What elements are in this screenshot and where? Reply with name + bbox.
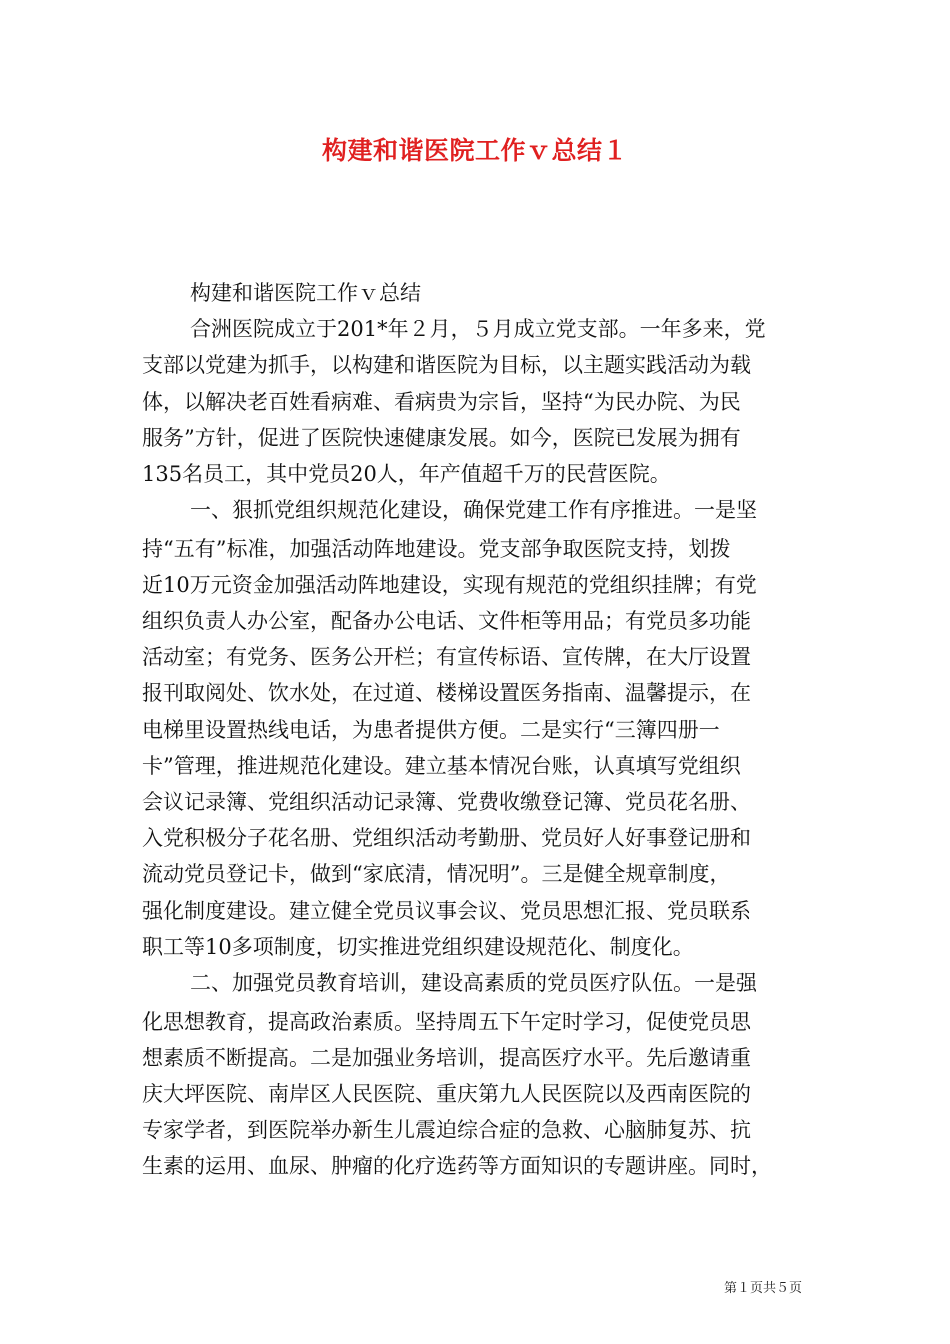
body-line: 活动室；有党务、医务公开栏；有宣传标语、宣传牌，在大厅设置 bbox=[142, 645, 751, 670]
body-line: 组织负责人办公室，配备办公电话、文件柜等用品；有党员多功能 bbox=[142, 609, 751, 634]
body-line: 职工等10多项制度，切实推进党组织建设规范化、制度化。 bbox=[142, 934, 694, 959]
body-line: 入党积极分子花名册、党组织活动考勤册、党员好人好事登记册和 bbox=[142, 826, 751, 851]
body-line: 会议记录簿、党组织活动记录簿、党费收缴登记簿、党员花名册、 bbox=[142, 790, 751, 815]
body-line: 支部以党建为抓手，以构建和谐医院为目标，以主题实践活动为载 bbox=[142, 353, 751, 378]
page-number-footer: 第１页共５页 bbox=[723, 1281, 802, 1296]
body-line: 135名员工，其中党员20人，年产值超千万的民营医院。 bbox=[142, 461, 671, 486]
body-line: 合洲医院成立于201*年２月，５月成立党支部。一年多来，党 bbox=[190, 317, 766, 342]
body-line: 服务”方针，促进了医院快速健康发展。如今，医院已发展为拥有 bbox=[142, 425, 741, 450]
body-line: 报刊取阅处、饮水处，在过道、楼梯设置医务指南、温馨提示，在 bbox=[142, 681, 751, 706]
body-line: 化思想教育，提高政治素质。坚持周五下午定时学习，促使党员思 bbox=[142, 1009, 751, 1034]
body-line: 庆大坪医院、南岸区人民医院、重庆第九人民医院以及西南医院的 bbox=[142, 1081, 751, 1106]
body-line: 电梯里设置热线电话，为患者提供方便。二是实行“三簿四册一 bbox=[142, 717, 720, 742]
document-title: 构建和谐医院工作ｖ总结１ bbox=[321, 136, 628, 165]
body-line: 卡”管理，推进规范化建设。建立基本情况台账，认真填写党组织 bbox=[142, 753, 741, 778]
document-body bbox=[142, 275, 812, 1185]
body-line-subtitle: 构建和谐医院工作ｖ总结 bbox=[190, 281, 421, 305]
body-line: 专家学者，到医院举办新生儿震迫综合症的急救、心脑肺复苏、抗 bbox=[142, 1118, 751, 1143]
body-line: 生素的运用、血尿、肿瘤的化疗选药等方面知识的专题讲座。同时， bbox=[142, 1154, 772, 1179]
body-line-section-2: 二、加强党员教育培训，建设高素质的党员医疗队伍。一是强 bbox=[190, 970, 757, 995]
body-line-section-1: 一、狠抓党组织规范化建设，确保党建工作有序推进。一是坚 bbox=[190, 498, 757, 523]
body-line: 体，以解决老百姓看病难、看病贵为宗旨，坚持“为民办院、为民 bbox=[142, 389, 741, 414]
body-line: 持“五有”标准，加强活动阵地建设。党支部争取医院支持，划拨 bbox=[142, 536, 731, 561]
body-line: 近10万元资金加强活动阵地建设，实现有规范的党组织挂牌；有党 bbox=[142, 572, 757, 597]
body-line: 流动党员登记卡，做到“家底清，情况明”。三是健全规章制度， bbox=[142, 862, 731, 887]
body-line: 强化制度建设。建立健全党员议事会议、党员思想汇报、党员联系 bbox=[142, 898, 751, 923]
body-line: 想素质不断提高。二是加强业务培训，提高医疗水平。先后邀请重 bbox=[142, 1045, 751, 1070]
